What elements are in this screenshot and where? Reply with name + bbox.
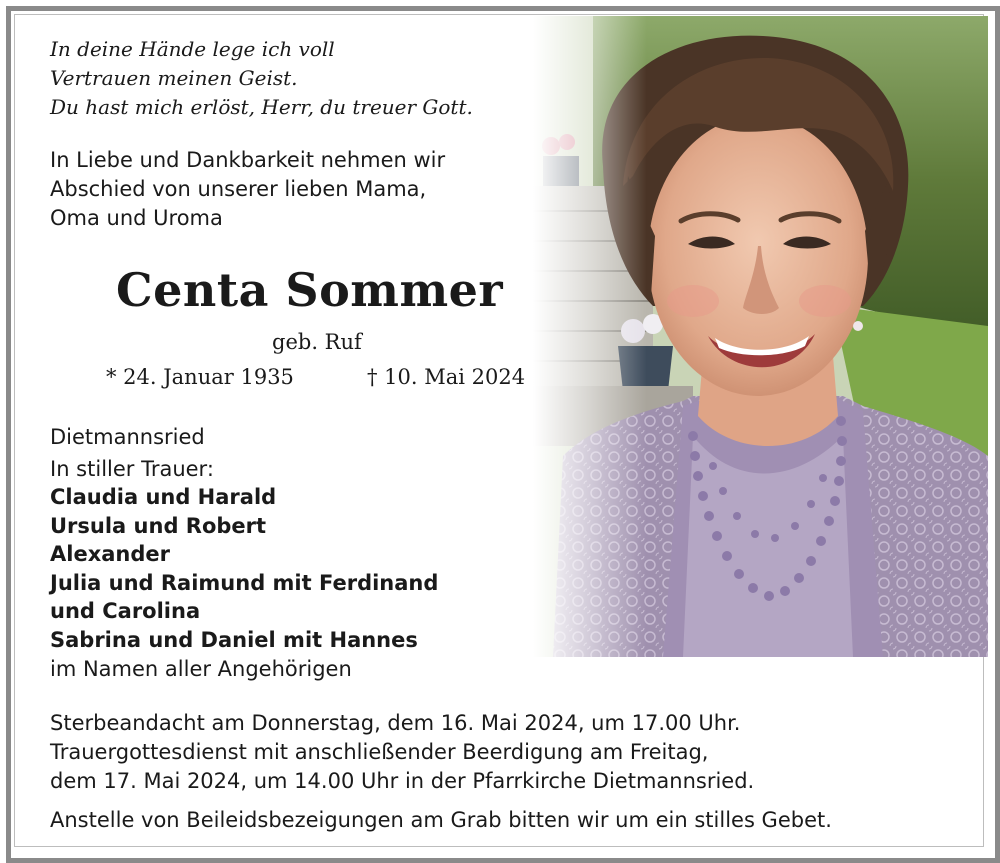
closing-note: Anstelle von Beileidsbezeigungen am Grab bitten wir um ein stilles Gebet. [50,808,832,832]
service-info [50,709,754,796]
intro-line: Abschied von unserer lieben Mama, [50,177,427,201]
verse-line: Du hast mich erlöst, Herr, du treuer Gott. [50,95,473,119]
mourner: und Carolina [50,599,201,623]
service-line: Trauergottesdienst mit anschließender Beerdigung am Freitag, [50,740,709,764]
service-line: Sterbeandacht am Donnerstag, dem 16. Mai 2024, um 17.00 Uhr. [50,711,741,735]
intro-text [50,146,445,233]
mourner: Alexander [50,542,170,566]
death-date: † 10. Mai 2024 [367,365,526,389]
place: Dietmannsried [50,425,205,449]
intro-line: In Liebe und Dankbarkeit nehmen wir [50,148,446,172]
verse-line: Vertrauen meinen Geist. [50,66,298,90]
mourners-list [50,483,438,654]
mourner: Ursula und Robert [50,513,267,538]
mourning-label: In stiller Trauer: [50,457,214,481]
behalf-text: im Namen aller Angehörigen [50,657,352,681]
portrait-photo [533,16,988,657]
deceased-name: Centa Sommer [116,263,504,317]
mourner: Sabrina und Daniel mit Hannes [50,627,418,652]
mourner: Julia und Raimund mit Ferdinand [50,570,439,595]
birth-name: geb. Ruf [272,330,362,354]
intro-line: Oma und Uroma [50,206,223,230]
verse [50,35,473,122]
service-line: dem 17. Mai 2024, um 14.00 Uhr in der Pfarrkirche Dietmannsried. [50,769,755,793]
birth-date: * 24. Januar 1935 [106,365,294,389]
mourner: Claudia und Harald [50,485,277,509]
verse-line: In deine Hände lege ich voll [50,37,335,61]
